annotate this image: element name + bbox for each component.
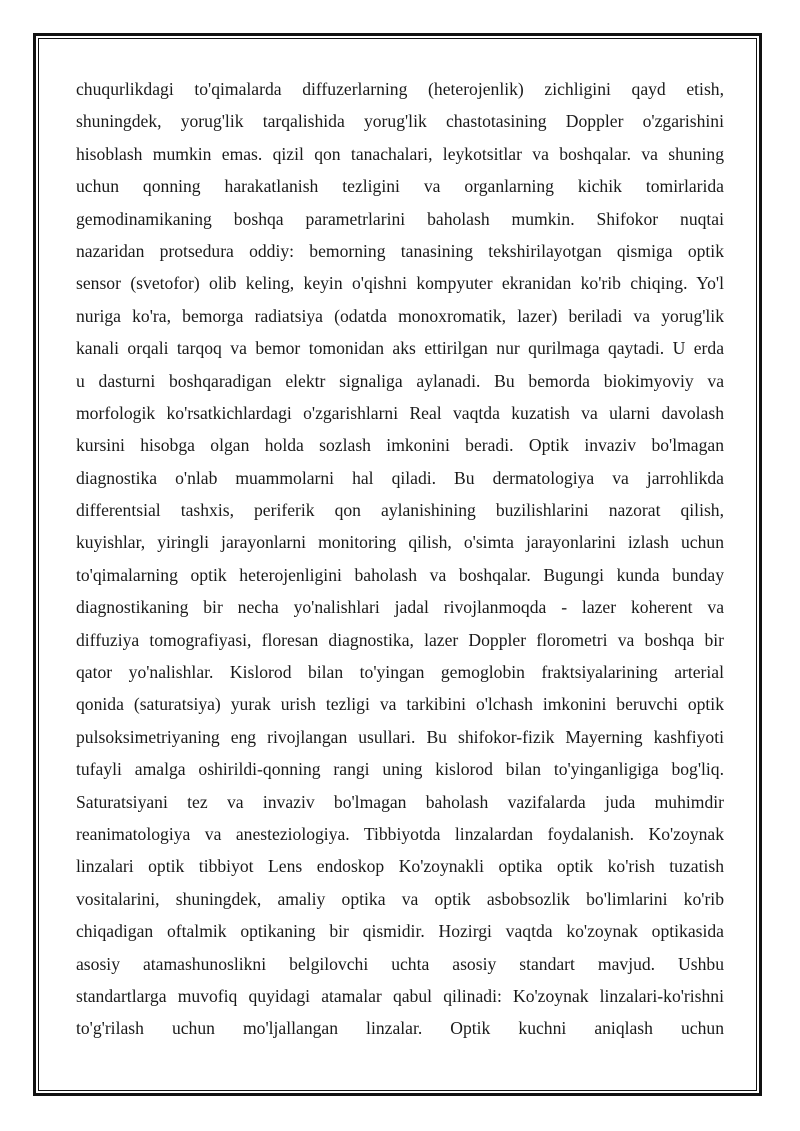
- text-line: chiqadigan oftalmik optikaning bir qismidir. Hozirgi vaqtda ko'zoynak optikasida: [76, 921, 724, 942]
- text-line: kuyishlar, yiringli jarayonlarni monitoring qilish, o'simta jarayonlarini izlash uchun: [76, 532, 724, 553]
- text-line: shuningdek, yorug'lik tarqalishida yorug'lik chastotasining Doppler o'zgarishini: [76, 111, 724, 132]
- text-line: gemodinamikaning boshqa parametrlarini baholash mumkin. Shifokor nuqtai: [76, 208, 724, 229]
- text-line: standartlarga muvofiq quyidagi atamalar qabul qilinadi: Ko'zoynak linzalari-ko'rishni: [76, 985, 724, 1006]
- text-line: diagnostikaning bir necha yo'nalishlari jadal rivojlanmoqda - lazer koherent va: [76, 597, 724, 618]
- text-line: tufayli amalga oshirildi-qonning rangi uning kislorod bilan to'yinganligiga bog'liq.: [76, 759, 724, 780]
- text-line: vositalarini, shuningdek, amaliy optika va optik asbobsozlik bo'limlarini ko'rib: [76, 888, 724, 909]
- text-line: morfologik ko'rsatkichlardagi o'zgarishlarni Real vaqtda kuzatish va ularni davolash: [76, 402, 724, 423]
- text-line: pulsoksimetriyaning eng rivojlangan usullari. Bu shifokor-fizik Mayerning kashfiyoti: [76, 726, 724, 747]
- text-line: diagnostika o'nlab muammolarni hal qiladi. Bu dermatologiya va jarrohlikda: [76, 467, 724, 488]
- text-line: nazaridan protsedura oddiy: bemorning tanasining tekshirilayotgan qismiga optik: [76, 240, 724, 261]
- text-line: kursini hisobga olgan holda sozlash imkonini beradi. Optik invaziv bo'lmagan: [76, 435, 724, 456]
- text-line: differentsial tashxis, periferik qon aylanishining buzilishlarini nazorat qilish,: [76, 500, 724, 521]
- text-line: hisoblash mumkin emas. qizil qon tanachalari, leykotsitlar va boshqalar. va shuning: [76, 143, 724, 164]
- text-line: chuqurlikdagi to'qimalarda diffuzerlarning (heterojenlik) zichligini qayd etish,: [76, 79, 724, 99]
- text-line: sensor (svetofor) olib keling, keyin o'qishni kompyuter ekranidan ko'rib chiqing. Yo'l: [76, 273, 724, 294]
- text-line: to'qimalarning optik heterojenligini baholash va boshqalar. Bugungi kunda bunday: [76, 564, 724, 585]
- text-line: u dasturni boshqaradigan elektr signaliga aylanadi. Bu bemorda biokimyoviy va: [76, 370, 724, 391]
- text-line: nuriga ko'ra, bemorga radiatsiya (odatda monoxromatik, lazer) beriladi va yorug'lik: [76, 305, 724, 326]
- document-body: [76, 73, 724, 1045]
- text-line: reanimatologiya va anesteziologiya. Tibbiyotda linzalardan foydalanish. Ko'zoynak: [76, 823, 724, 844]
- text-line: uchun qonning harakatlanish tezligini va organlarning kichik tomirlarida: [76, 176, 724, 197]
- text-line: to'g'rilash uchun mo'ljallangan linzalar. Optik kuchni aniqlash uchun: [76, 1018, 724, 1039]
- text-line: asosiy atamashunoslikni belgilovchi uchta asosiy standart mavjud. Ushbu: [76, 953, 724, 974]
- text-line: linzalari optik tibbiyot Lens endoskop Ko'zoynakli optika optik ko'rish tuzatish: [76, 856, 724, 877]
- text-line: qator yo'nalishlar. Kislorod bilan to'yingan gemoglobin fraktsiyalarining arterial: [76, 662, 724, 683]
- text-line: qonida (saturatsiya) yurak urish tezligi va tarkibini o'lchash imkonini beruvchi optik: [76, 694, 724, 715]
- text-line: diffuziya tomografiyasi, floresan diagnostika, lazer Doppler florometri va boshqa bir: [76, 629, 724, 650]
- text-line: kanali orqali tarqoq va bemor tomonidan aks ettirilgan nur qurilmaga qaytadi. U erda: [76, 338, 724, 359]
- text-line: Saturatsiyani tez va invaziv bo'lmagan baholash vazifalarda juda muhimdir: [76, 791, 724, 812]
